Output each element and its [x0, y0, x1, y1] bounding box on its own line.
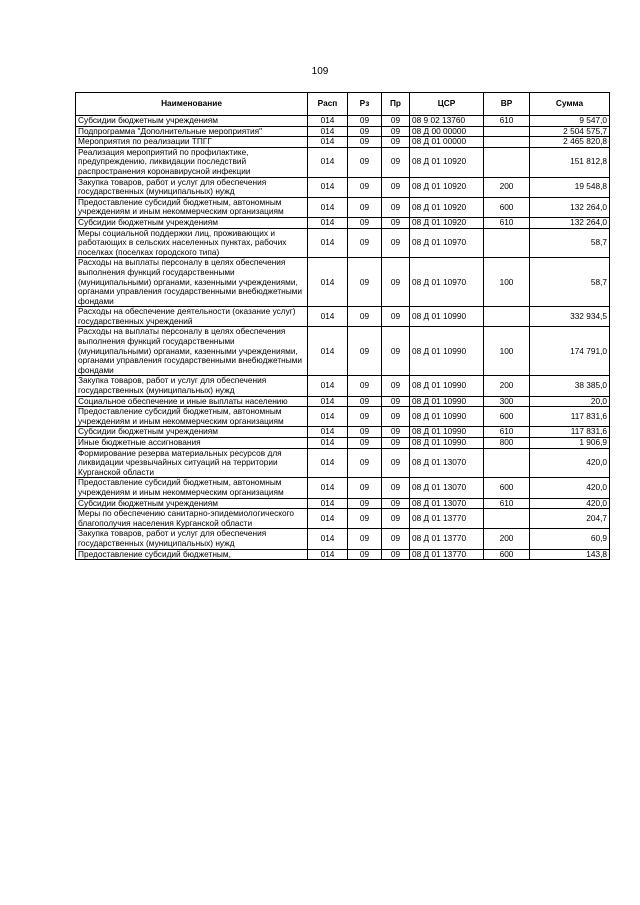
table-row	[76, 258, 610, 307]
column-header-rz: Рз	[348, 93, 382, 116]
row-name-cell: Закупка товаров, работ и услуг для обеспечения государственных (муниципальных) нужд	[76, 177, 308, 197]
table-row	[76, 327, 610, 376]
row-name-cell: Мероприятия по реализации ТПГГ	[76, 137, 308, 148]
row-csr-cell: 08 Д 01 10990	[410, 376, 484, 396]
row-sum-cell: 9 547,0	[530, 116, 610, 127]
row-rasp-cell: 014	[308, 258, 348, 307]
row-pr-cell: 09	[382, 126, 410, 137]
table-body	[76, 116, 610, 560]
row-vr-cell: 200	[484, 529, 530, 549]
row-rz-cell: 09	[348, 438, 382, 449]
row-pr-cell: 09	[382, 376, 410, 396]
row-pr-cell: 09	[382, 549, 410, 560]
row-vr-cell	[484, 509, 530, 529]
row-name-cell: Предоставление субсидий бюджетным, автономным учреждениям и иным некоммерческим организациям	[76, 197, 308, 217]
column-header-name: Наименование	[76, 93, 308, 116]
row-rz-cell: 09	[348, 396, 382, 407]
row-rz-cell: 09	[348, 147, 382, 177]
row-sum-cell: 143,8	[530, 549, 610, 560]
row-name-cell: Иные бюджетные ассигнования	[76, 438, 308, 449]
column-header-sum: Сумма	[530, 93, 610, 116]
row-sum-cell: 20,0	[530, 396, 610, 407]
row-vr-cell: 610	[484, 116, 530, 127]
column-header-csr: ЦСР	[410, 93, 484, 116]
row-name-cell: Закупка товаров, работ и услуг для обеспечения государственных (муниципальных) нужд	[76, 529, 308, 549]
row-pr-cell: 09	[382, 498, 410, 509]
row-sum-cell: 1 906,9	[530, 438, 610, 449]
row-sum-cell: 332 934,5	[530, 307, 610, 327]
table-row	[76, 549, 610, 560]
row-vr-cell	[484, 448, 530, 478]
row-pr-cell: 09	[382, 529, 410, 549]
row-vr-cell: 610	[484, 427, 530, 438]
row-csr-cell: 08 Д 01 10920	[410, 177, 484, 197]
row-name-cell: Предоставление субсидий бюджетным,	[76, 549, 308, 560]
column-header-rasp: Расп	[308, 93, 348, 116]
row-csr-cell: 08 Д 01 10970	[410, 258, 484, 307]
table-row	[76, 116, 610, 127]
row-sum-cell: 420,0	[530, 498, 610, 509]
row-csr-cell: 08 Д 01 13070	[410, 498, 484, 509]
row-rz-cell: 09	[348, 258, 382, 307]
row-rz-cell: 09	[348, 529, 382, 549]
row-name-cell: Реализация мероприятий по профилактике, предупреждению, ликвидации последствий распространения коронавирусной инфекции	[76, 147, 308, 177]
row-pr-cell: 09	[382, 197, 410, 217]
row-rasp-cell: 014	[308, 448, 348, 478]
row-rasp-cell: 014	[308, 228, 348, 258]
row-rz-cell: 09	[348, 228, 382, 258]
row-pr-cell: 09	[382, 116, 410, 127]
table-row	[76, 137, 610, 148]
row-rasp-cell: 014	[308, 478, 348, 498]
row-sum-cell: 174 791,0	[530, 327, 610, 376]
row-csr-cell: 08 Д 01 10990	[410, 438, 484, 449]
row-pr-cell: 09	[382, 228, 410, 258]
column-header-pr: Пр	[382, 93, 410, 116]
row-csr-cell: 08 Д 01 10990	[410, 327, 484, 376]
row-pr-cell: 09	[382, 217, 410, 228]
row-csr-cell: 08 Д 01 10990	[410, 396, 484, 407]
row-name-cell: Подпрограмма "Дополнительные мероприятия"	[76, 126, 308, 137]
row-sum-cell: 60,9	[530, 529, 610, 549]
table-row	[76, 376, 610, 396]
row-rz-cell: 09	[348, 217, 382, 228]
row-name-cell: Расходы на обеспечение деятельности (оказание услуг) государственных учреждений	[76, 307, 308, 327]
row-csr-cell: 08 Д 01 13770	[410, 549, 484, 560]
row-name-cell: Расходы на выплаты персоналу в целях обеспечения выполнения функций государственными (муниципальными) органами, казенными учреждениями, органами управления государственными внебюджетными фондами	[76, 258, 308, 307]
table-row	[76, 407, 610, 427]
table-header-row	[76, 93, 610, 116]
table-row	[76, 478, 610, 498]
row-rz-cell: 09	[348, 448, 382, 478]
row-rz-cell: 09	[348, 137, 382, 148]
row-rasp-cell: 014	[308, 438, 348, 449]
row-rasp-cell: 014	[308, 116, 348, 127]
row-pr-cell: 09	[382, 396, 410, 407]
row-sum-cell: 132 264,0	[530, 217, 610, 228]
row-rasp-cell: 014	[308, 177, 348, 197]
row-pr-cell: 09	[382, 438, 410, 449]
row-rasp-cell: 014	[308, 217, 348, 228]
row-name-cell: Предоставление субсидий бюджетным, автономным учреждениям и иным некоммерческим организациям	[76, 407, 308, 427]
row-name-cell: Меры социальной поддержки лиц, проживающих и работающих в сельских населенных пунктах, рабочих поселках (поселках городского типа)	[76, 228, 308, 258]
table-row	[76, 427, 610, 438]
row-pr-cell: 09	[382, 427, 410, 438]
row-sum-cell: 117 831,6	[530, 427, 610, 438]
row-name-cell: Субсидии бюджетным учреждениям	[76, 116, 308, 127]
budget-table	[75, 92, 610, 560]
table-row	[76, 529, 610, 549]
row-vr-cell: 100	[484, 258, 530, 307]
row-vr-cell	[484, 307, 530, 327]
row-name-cell: Закупка товаров, работ и услуг для обеспечения государственных (муниципальных) нужд	[76, 376, 308, 396]
page-number: 109	[311, 66, 329, 77]
row-vr-cell: 600	[484, 478, 530, 498]
row-rz-cell: 09	[348, 376, 382, 396]
row-sum-cell: 420,0	[530, 448, 610, 478]
row-csr-cell: 08 Д 01 10920	[410, 217, 484, 228]
row-vr-cell: 100	[484, 327, 530, 376]
row-rz-cell: 09	[348, 327, 382, 376]
row-vr-cell: 200	[484, 177, 530, 197]
row-vr-cell	[484, 137, 530, 148]
row-csr-cell: 08 Д 00 00000	[410, 126, 484, 137]
row-sum-cell: 58,7	[530, 258, 610, 307]
row-sum-cell: 151 812,8	[530, 147, 610, 177]
row-rz-cell: 09	[348, 197, 382, 217]
row-sum-cell: 2 504 575,7	[530, 126, 610, 137]
row-sum-cell: 117 831,6	[530, 407, 610, 427]
table-row	[76, 228, 610, 258]
row-name-cell: Меры по обеспечению санитарно-эпидемиологического благополучия населения Курганской области	[76, 509, 308, 529]
row-name-cell: Субсидии бюджетным учреждениям	[76, 498, 308, 509]
row-sum-cell: 19 548,8	[530, 177, 610, 197]
row-csr-cell: 08 Д 01 13770	[410, 509, 484, 529]
table-row	[76, 126, 610, 137]
table-row	[76, 307, 610, 327]
row-name-cell: Формирование резерва материальных ресурсов для ликвидации чрезвычайных ситуаций на территории Курганской области	[76, 448, 308, 478]
row-rz-cell: 09	[348, 509, 382, 529]
table-row	[76, 498, 610, 509]
row-vr-cell: 610	[484, 498, 530, 509]
row-vr-cell: 300	[484, 396, 530, 407]
row-pr-cell: 09	[382, 307, 410, 327]
row-rasp-cell: 014	[308, 509, 348, 529]
row-vr-cell: 200	[484, 376, 530, 396]
row-sum-cell: 204,7	[530, 509, 610, 529]
row-vr-cell: 800	[484, 438, 530, 449]
row-vr-cell: 600	[484, 197, 530, 217]
row-sum-cell: 38 385,0	[530, 376, 610, 396]
row-rz-cell: 09	[348, 549, 382, 560]
row-csr-cell: 08 Д 01 10990	[410, 427, 484, 438]
column-header-vr: ВР	[484, 93, 530, 116]
table-row	[76, 438, 610, 449]
row-csr-cell: 08 9 02 13760	[410, 116, 484, 127]
row-rz-cell: 09	[348, 427, 382, 438]
row-vr-cell	[484, 147, 530, 177]
row-pr-cell: 09	[382, 147, 410, 177]
row-rasp-cell: 014	[308, 327, 348, 376]
table-row	[76, 509, 610, 529]
row-rasp-cell: 014	[308, 427, 348, 438]
row-pr-cell: 09	[382, 177, 410, 197]
row-rasp-cell: 014	[308, 396, 348, 407]
row-rasp-cell: 014	[308, 529, 348, 549]
row-pr-cell: 09	[382, 258, 410, 307]
row-name-cell: Расходы на выплаты персоналу в целях обеспечения выполнения функций государственными (муниципальными) органами, казенными учреждениями, органами управления государственными внебюджетными фондами	[76, 327, 308, 376]
row-csr-cell: 08 Д 01 10920	[410, 197, 484, 217]
row-pr-cell: 09	[382, 327, 410, 376]
row-rz-cell: 09	[348, 307, 382, 327]
row-name-cell: Субсидии бюджетным учреждениям	[76, 427, 308, 438]
row-rz-cell: 09	[348, 177, 382, 197]
row-sum-cell: 420,0	[530, 478, 610, 498]
row-vr-cell: 600	[484, 407, 530, 427]
row-rz-cell: 09	[348, 478, 382, 498]
row-pr-cell: 09	[382, 448, 410, 478]
row-name-cell: Социальное обеспечение и иные выплаты населению	[76, 396, 308, 407]
row-csr-cell: 08 Д 01 10920	[410, 147, 484, 177]
row-rz-cell: 09	[348, 126, 382, 137]
row-rasp-cell: 014	[308, 376, 348, 396]
table-row	[76, 217, 610, 228]
row-rasp-cell: 014	[308, 407, 348, 427]
row-pr-cell: 09	[382, 137, 410, 148]
row-csr-cell: 08 Д 01 10990	[410, 307, 484, 327]
row-vr-cell: 610	[484, 217, 530, 228]
row-pr-cell: 09	[382, 509, 410, 529]
row-rasp-cell: 014	[308, 549, 348, 560]
row-csr-cell: 08 Д 01 00000	[410, 137, 484, 148]
row-csr-cell: 08 Д 01 13770	[410, 529, 484, 549]
row-rasp-cell: 014	[308, 498, 348, 509]
row-rz-cell: 09	[348, 116, 382, 127]
row-csr-cell: 08 Д 01 10970	[410, 228, 484, 258]
row-rasp-cell: 014	[308, 197, 348, 217]
table-row	[76, 147, 610, 177]
row-sum-cell: 132 264,0	[530, 197, 610, 217]
row-csr-cell: 08 Д 01 10990	[410, 407, 484, 427]
row-vr-cell: 600	[484, 549, 530, 560]
table-row	[76, 396, 610, 407]
row-vr-cell	[484, 228, 530, 258]
table-row	[76, 448, 610, 478]
row-vr-cell	[484, 126, 530, 137]
row-rasp-cell: 014	[308, 147, 348, 177]
row-sum-cell: 2 465 820,8	[530, 137, 610, 148]
row-csr-cell: 08 Д 01 13070	[410, 448, 484, 478]
row-sum-cell: 58,7	[530, 228, 610, 258]
row-name-cell: Предоставление субсидий бюджетным, автономным учреждениям и иным некоммерческим организациям	[76, 478, 308, 498]
row-name-cell: Субсидии бюджетным учреждениям	[76, 217, 308, 228]
row-csr-cell: 08 Д 01 13070	[410, 478, 484, 498]
row-rasp-cell: 014	[308, 137, 348, 148]
row-rasp-cell: 014	[308, 307, 348, 327]
row-rz-cell: 09	[348, 407, 382, 427]
row-pr-cell: 09	[382, 407, 410, 427]
table-row	[76, 197, 610, 217]
table-row	[76, 177, 610, 197]
row-pr-cell: 09	[382, 478, 410, 498]
row-rz-cell: 09	[348, 498, 382, 509]
row-rasp-cell: 014	[308, 126, 348, 137]
